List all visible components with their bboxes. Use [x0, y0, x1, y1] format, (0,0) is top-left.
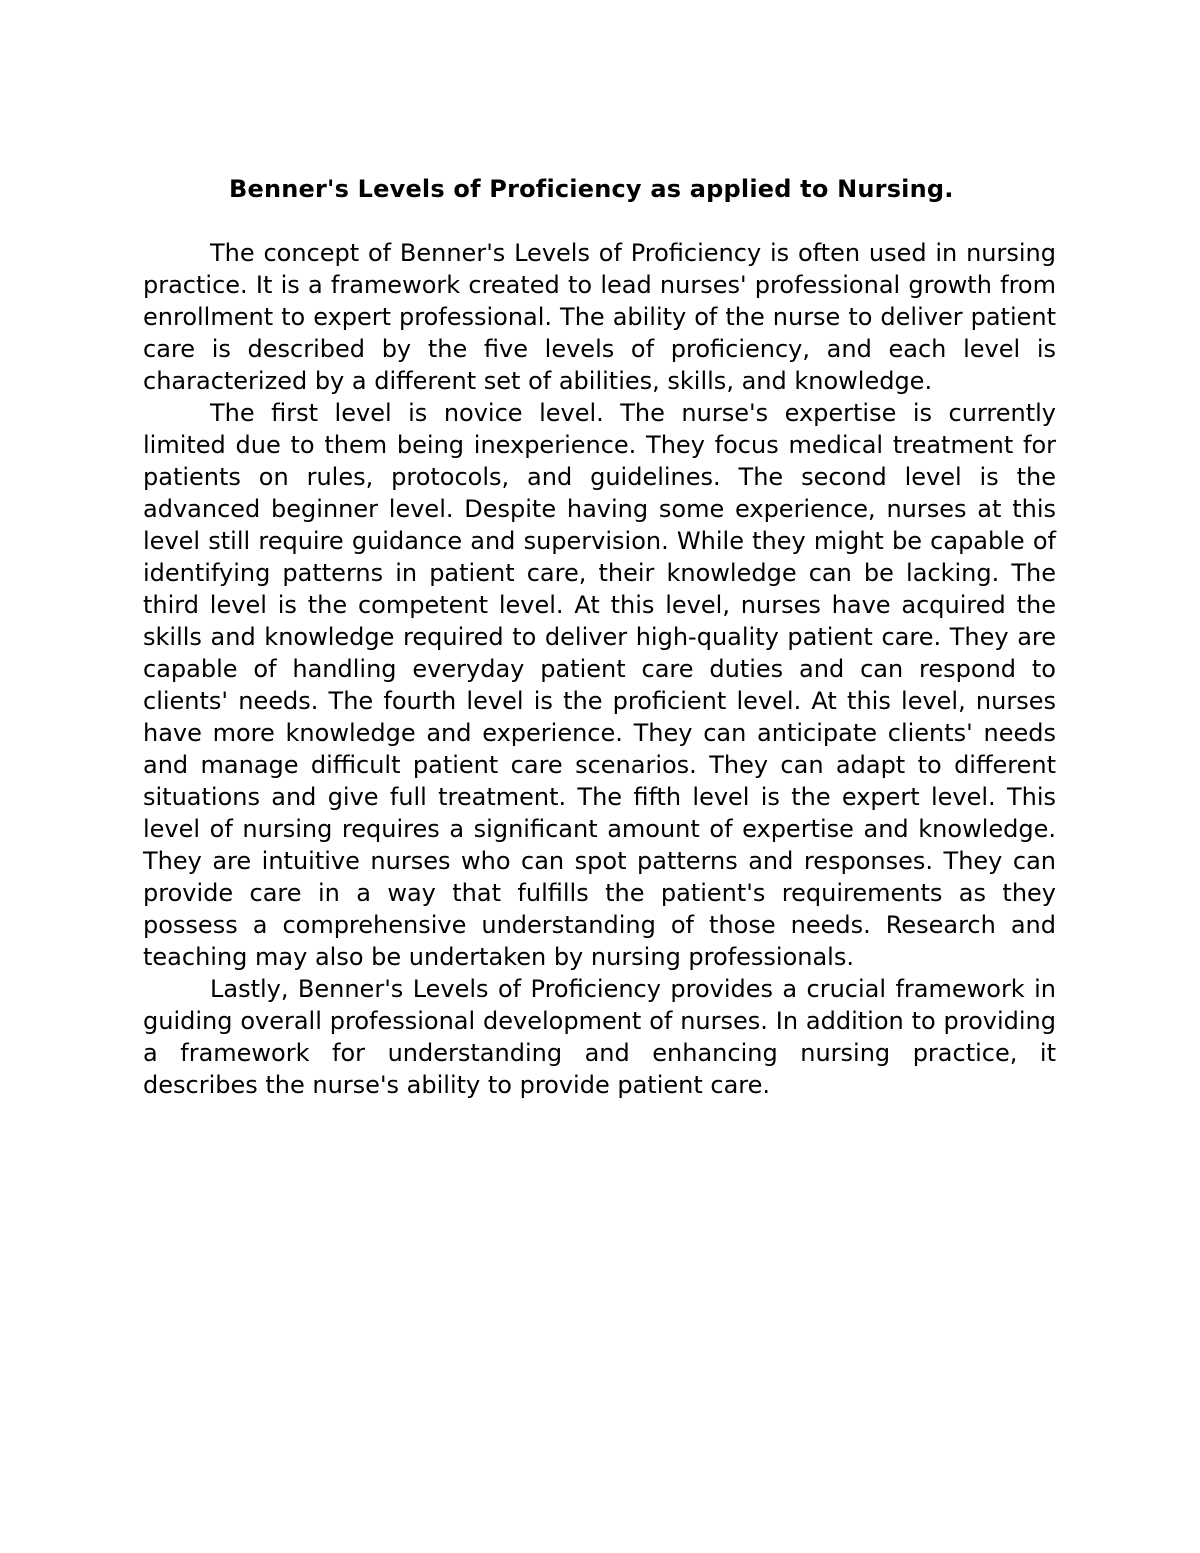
paragraph-conclusion: Lastly, Benner's Levels of Proficiency provides a crucial framework in guiding overall professional development of nurses. In addition to providing a framework for understanding and enhancing nursing practice, it describes the nurse's ability to provide patient care.	[143, 975, 1056, 1099]
document-body	[143, 237, 1056, 1101]
document-title: Benner's Levels of Proficiency as applied to Nursing.	[229, 175, 954, 203]
paragraph-levels: The first level is novice level. The nurse's expertise is currently limited due to them being inexperience. They focus medical treatment for patients on rules, protocols, and guidelines. The second level is the advanced beginner level. Despite having some experience, nurses at this level still require guidance and supervision. While they might be capable of identifying patterns in patient care, their knowledge can be lacking. The third level is the competent level. At this level, nurses have acquired the skills and knowledge required to deliver high-quality patient care. They are capable of handling everyday patient care duties and can respond to clients' needs. The fourth level is the proficient level. At this level, nurses have more knowledge and experience. They can anticipate clients' needs and manage difficult patient care scenarios. They can adapt to different situations and give full treatment. The fifth level is the expert level. This level of nursing requires a significant amount of expertise and knowledge. They are intuitive nurses who can spot patterns and responses. They can provide care in a way that fulfills the patient's requirements as they possess a comprehensive understanding of those needs. Research and teaching may also be undertaken by nursing professionals.	[143, 399, 1056, 971]
paragraph-introduction: The concept of Benner's Levels of Proficiency is often used in nursing practice. It is a framework created to lead nurses' professional growth from enrollment to expert professional. The ability of the nurse to deliver patient care is described by the five levels of proficiency, and each level is characterized by a different set of abilities, skills, and knowledge.	[143, 239, 1056, 395]
